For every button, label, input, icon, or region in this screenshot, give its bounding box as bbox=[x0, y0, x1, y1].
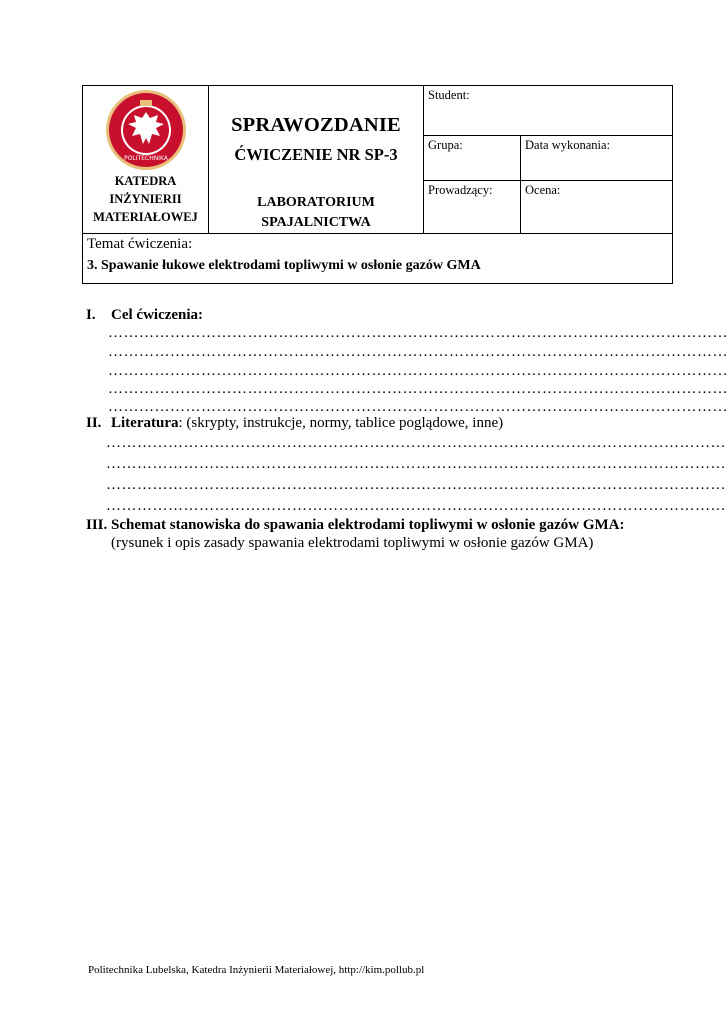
section-diagram-title: Schemat stanowiska do spawania elektrodami topliwymi w osłonie gazów GMA: bbox=[111, 517, 625, 533]
svg-text:POLITECHNIKA: POLITECHNIKA bbox=[123, 155, 168, 162]
goal-line[interactable]: ………………………………………………………………………………………………………… bbox=[108, 325, 728, 341]
literature-line[interactable]: ………………………………………………………………………………………………………… bbox=[106, 498, 726, 514]
group-field[interactable]: Grupa: bbox=[424, 136, 521, 180]
header-table bbox=[82, 85, 673, 284]
literature-line[interactable]: ………………………………………………………………………………………………………… bbox=[106, 435, 726, 451]
goal-line[interactable]: ………………………………………………………………………………………………………… bbox=[108, 381, 728, 397]
title-cell bbox=[209, 86, 424, 234]
section-goal: I. Cel ćwiczenia: bbox=[86, 307, 204, 323]
section-literature: II. Literatura: (skrypty, instrukcje, normy, tablice poglądowe, inne) bbox=[86, 415, 504, 431]
goal-line[interactable]: ………………………………………………………………………………………………………… bbox=[108, 399, 728, 415]
document-title: SPRAWOZDANIE bbox=[231, 114, 401, 136]
section-literature-note: : (skrypty, instrukcje, normy, tablice poglądowe, inne) bbox=[178, 415, 504, 431]
department-name: KATEDRA INŻYNIERII MATERIAŁOWEJ bbox=[93, 174, 198, 224]
grade-field[interactable]: Ocena: bbox=[521, 180, 673, 233]
lab-name: LABORATORIUM SPAJALNICTWA bbox=[257, 195, 375, 230]
logo-cell bbox=[83, 86, 209, 234]
exercise-number: ĆWICZENIE NR SP-3 bbox=[234, 145, 398, 164]
date-field[interactable]: Data wykonania: bbox=[521, 136, 673, 180]
section-diagram-note: (rysunek i opis zasady spawania elektrodami topliwymi w osłonie gazów GMA) bbox=[111, 535, 594, 551]
goal-line[interactable]: ………………………………………………………………………………………………………… bbox=[108, 344, 728, 360]
teacher-field[interactable]: Prowadzący: bbox=[424, 180, 521, 233]
topic-label: Temat ćwiczenia: bbox=[87, 236, 193, 252]
section-literature-title: Literatura bbox=[111, 415, 179, 431]
student-field[interactable]: Student: bbox=[424, 86, 673, 136]
goal-line[interactable]: ………………………………………………………………………………………………………… bbox=[108, 363, 728, 379]
literature-line[interactable]: ………………………………………………………………………………………………………… bbox=[106, 456, 726, 472]
topic-cell bbox=[83, 234, 673, 284]
literature-line[interactable]: ………………………………………………………………………………………………………… bbox=[106, 477, 726, 493]
section-diagram: III. Schemat stanowiska do spawania elektrodami topliwymi w osłonie gazów GMA: bbox=[86, 517, 625, 533]
section-goal-title: Cel ćwiczenia: bbox=[111, 307, 204, 323]
topic-value: 3. Spawanie łukowe elektrodami topliwymi w osłonie gazów GMA bbox=[87, 258, 481, 273]
university-logo-icon bbox=[104, 88, 188, 172]
footer: Politechnika Lubelska, Katedra Inżynierii Materiałowej, http://kim.pollub.pl bbox=[88, 964, 425, 976]
